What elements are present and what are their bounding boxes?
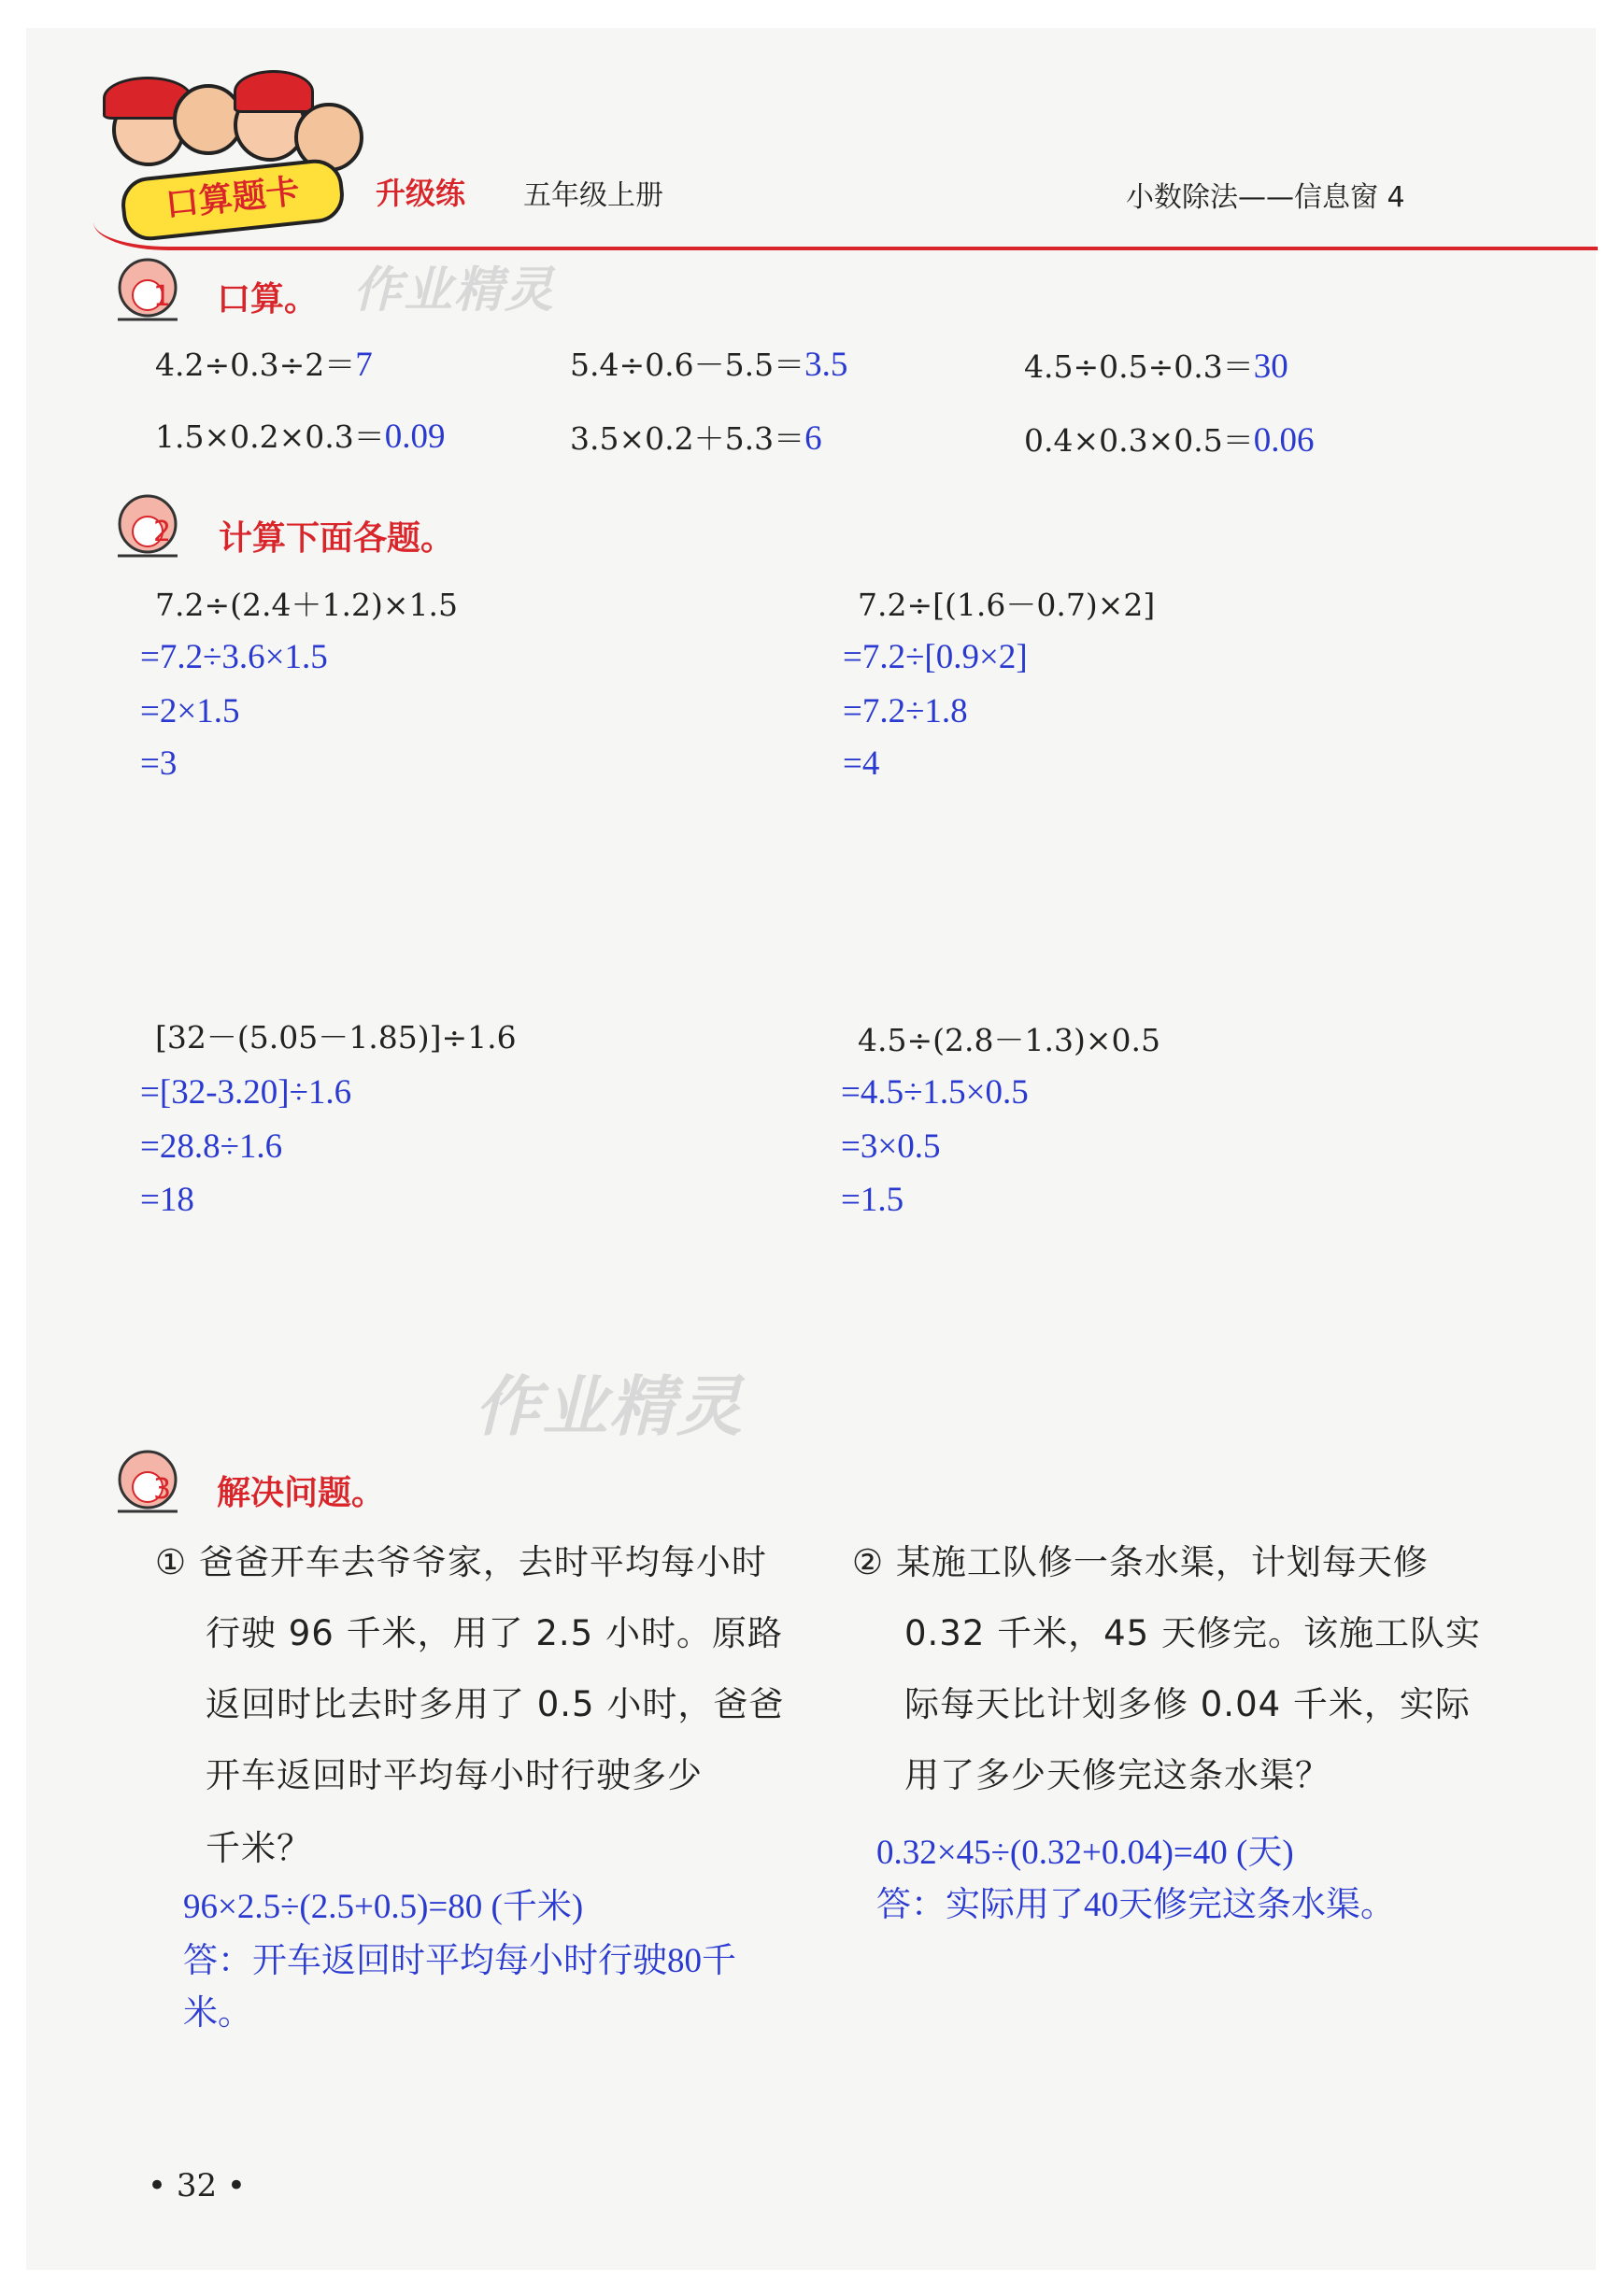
answer-line: 答：开车返回时平均每小时行驶80千 [183,1942,736,1980]
logo-text: 口算题卡 [119,157,347,244]
word-problem-line: 开车返回时平均每小时行驶多少 [206,1755,703,1795]
calc-step: =7.2÷1.8 [843,692,968,730]
calc-step: =1.5 [841,1181,904,1219]
calc-step: =18 [140,1181,194,1219]
oral-item: 4.5÷0.5÷0.3＝30 [1024,347,1288,386]
calc-problem: [32－(5.05－1.85)]÷1.6 [155,1019,517,1056]
word-problem-line: ② 某施工队修一条水渠，计划每天修 [852,1542,1429,1582]
calc-step: =7.2÷[0.9×2] [843,638,1028,676]
calc-problem: 7.2÷[(1.6－0.7)×2] [858,587,1156,623]
calc-problem: 7.2÷(2.4＋1.2)×1.5 [155,587,458,623]
oral-item: 4.2÷0.3÷2＝7 [155,346,373,384]
page-number: • 32 • [148,2167,246,2204]
oral-item: 1.5×0.2×0.3＝0.09 [155,418,446,456]
watermark: 作业精灵 [353,262,556,319]
section-title: 口算。 [217,280,319,319]
answer-line: 答：实际用了40天修完这条水渠。 [876,1886,1395,1924]
answer-line: 0.32×45÷(0.32+0.04)=40 (天) [876,1834,1294,1872]
section-number: 2 [153,516,172,548]
bird-icon [110,490,185,565]
answer-line: 96×2.5÷(2.5+0.5)=80 (千米) [183,1888,584,1926]
word-problem-line: ① 爸爸开车去爷爷家，去时平均每小时 [155,1542,767,1582]
section-title: 计算下面各题。 [219,519,455,558]
calc-step: =7.2÷3.6×1.5 [140,638,328,676]
calc-step: =3×0.5 [841,1127,941,1166]
word-problem-line: 用了多少天修完这条水渠？ [904,1755,1330,1795]
calc-step: =2×1.5 [140,692,240,730]
calc-step: =4.5÷1.5×0.5 [841,1073,1029,1112]
word-problem-line: 0.32 千米，45 天修完。该施工队实 [904,1613,1481,1653]
calc-step: =3 [140,744,178,783]
section-number: 3 [153,1473,172,1506]
calc-step: =28.8÷1.6 [140,1127,283,1166]
section-title: 解决问题。 [217,1474,386,1512]
answer-line: 米。 [183,1994,252,2033]
section-number: 1 [153,280,172,313]
calc-problem: 4.5÷(2.8－1.3)×0.5 [858,1022,1160,1058]
word-problem-line: 行驶 96 千米，用了 2.5 小时。原路 [206,1613,783,1653]
watermark: 作业精灵 [475,1368,744,1445]
word-problem-line: 际每天比计划多修 0.04 千米，实际 [904,1684,1471,1724]
grade-label: 五年级上册 [523,179,663,212]
calc-step: =4 [843,744,880,783]
logo [93,65,374,224]
oral-item: 0.4×0.3×0.5＝0.06 [1024,421,1315,460]
bird-icon [110,1446,185,1521]
word-problem-line: 返回时比去时多用了 0.5 小时，爸爸 [206,1684,785,1724]
calc-step: =[32-3.20]÷1.6 [140,1073,352,1112]
word-problem-line: 千米？ [206,1828,312,1868]
header-rule [93,215,1598,250]
bird-icon [110,254,185,329]
chapter-title: 小数除法——信息窗 4 [1126,181,1405,214]
series-label: 升级练 [376,176,466,211]
hat-icon [234,70,314,113]
oral-item: 5.4÷0.6－5.5＝3.5 [570,346,848,384]
oral-item: 3.5×0.2＋5.3＝6 [570,419,822,458]
